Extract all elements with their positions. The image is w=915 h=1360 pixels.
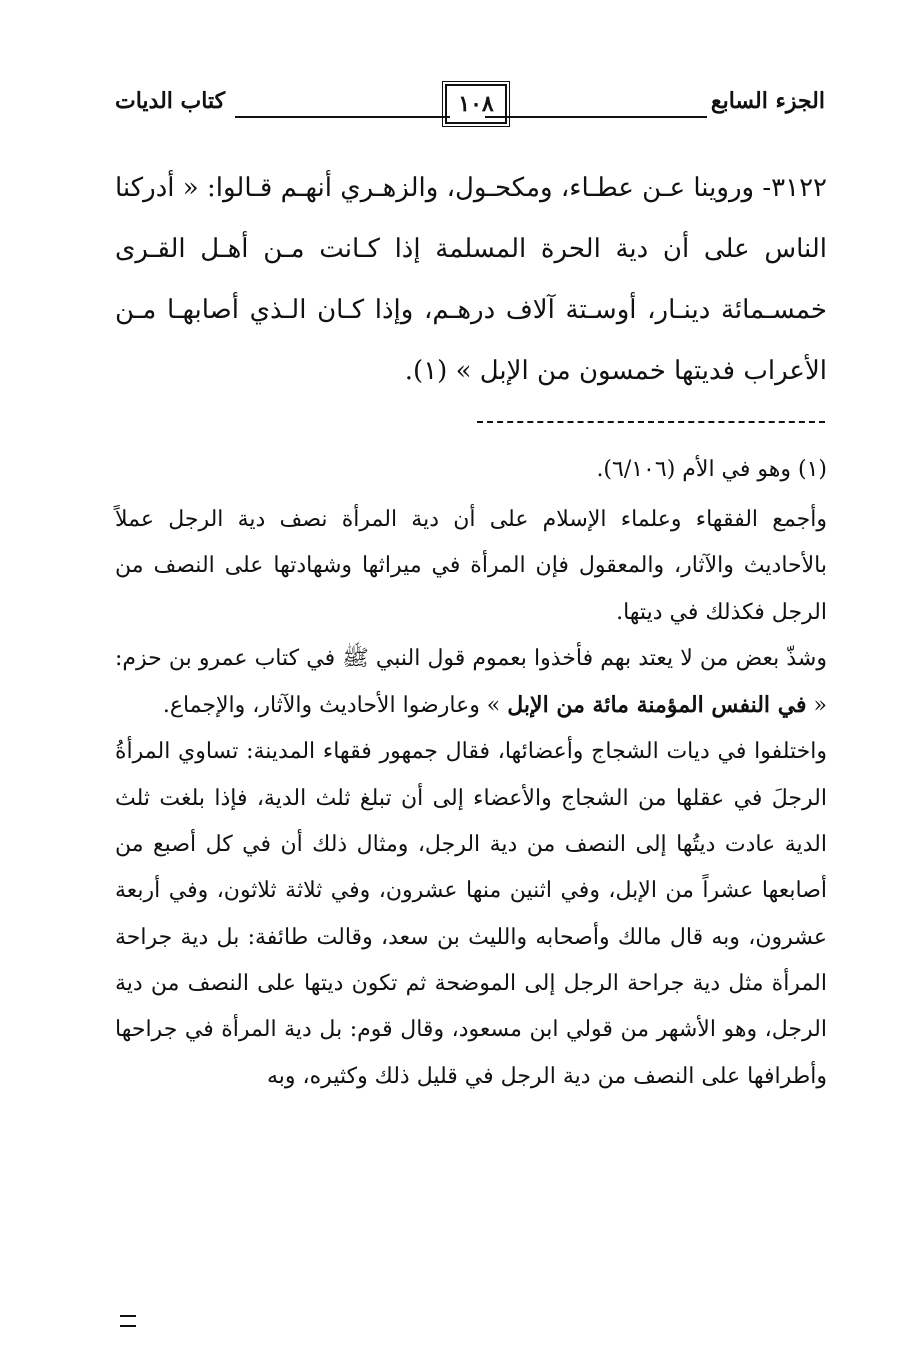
quoted-hadith: في النفس المؤمنة مائة من الإبل [507, 692, 807, 719]
commentary [115, 497, 827, 1100]
page-number: ١٠٨ [445, 84, 507, 124]
page-header [115, 80, 825, 128]
continuation-mark [120, 1315, 136, 1327]
commentary-p2-end: » وعارضوا الأحاديث والآثار، والإجماع. [162, 693, 508, 719]
header-rule-right [485, 116, 707, 118]
part-title: الجزء السابع [710, 88, 825, 114]
book-title: كتاب الديات [115, 88, 226, 114]
commentary-p2-start: وشذّ بعض من لا يعتد بهم فأخذوا بعموم قول النبي ﷺ في كتاب عمرو بن حزم: « [115, 645, 827, 719]
commentary-paragraph-1: وأجمع الفقهاء وعلماء الإسلام على أن دية المرأة نصف دية الرجل عملاً بالأحاديث والآثار، والمعقول فإن المرأة في ميراثها وشهادتها على النصف من الرجل فكذلك في ديتها. [115, 507, 827, 625]
commentary-paragraph-2 [115, 636, 827, 730]
footnote-separator [477, 421, 825, 423]
hadith-paragraph: ٣١٢٢- وروينا عـن عطـاء، ومكحـول، والزهـري أنهـم قـالوا: « أدركنا الناس على أن دية الحرة المسلمة إذا كـانت مـن أهـل القـرى خمسـمائة دينـار، أوسـتة آلاف درهـم، وإذا كـان الـذي أصابهـا مـن الأعراب فديتها خمسون من الإبل » (١). [115, 173, 827, 386]
header-rule-left [235, 116, 450, 118]
footnote: (١) وهو في الأم (٦/١٠٦). [596, 457, 827, 482]
commentary-paragraph-3: واختلفوا في ديات الشجاج وأعضائها، فقال جمهور فقهاء المدينة: تساوي المرأةُ الرجلَ في عقلها من الشجاج والأعضاء إلى أن تبلغ ثلث الدية، فإذا بلغت ثلث الدية عادت ديتُها إلى النصف من دية الرجل، ومثال ذلك أن في كل أصبع من أصابعها عشراً من الإبل، وفي اثنين منها عشرون، وفي ثلاثة ثلاثون، وفي أربعة عشرون، وبه قال مالك وأصحابه والليث بن سعد، وقالت طائفة: بل دية جراحة المرأة مثل دية جراحة الرجل إلى الموضحة ثم تكون ديتها على النصف من دية الرجل، وهو الأشهر من قولي ابن مسعود، وقال قوم: بل دية المرأة في جراحها وأطرافها على النصف من دية الرجل في قليل ذلك وكثيره، وبه [115, 739, 827, 1089]
